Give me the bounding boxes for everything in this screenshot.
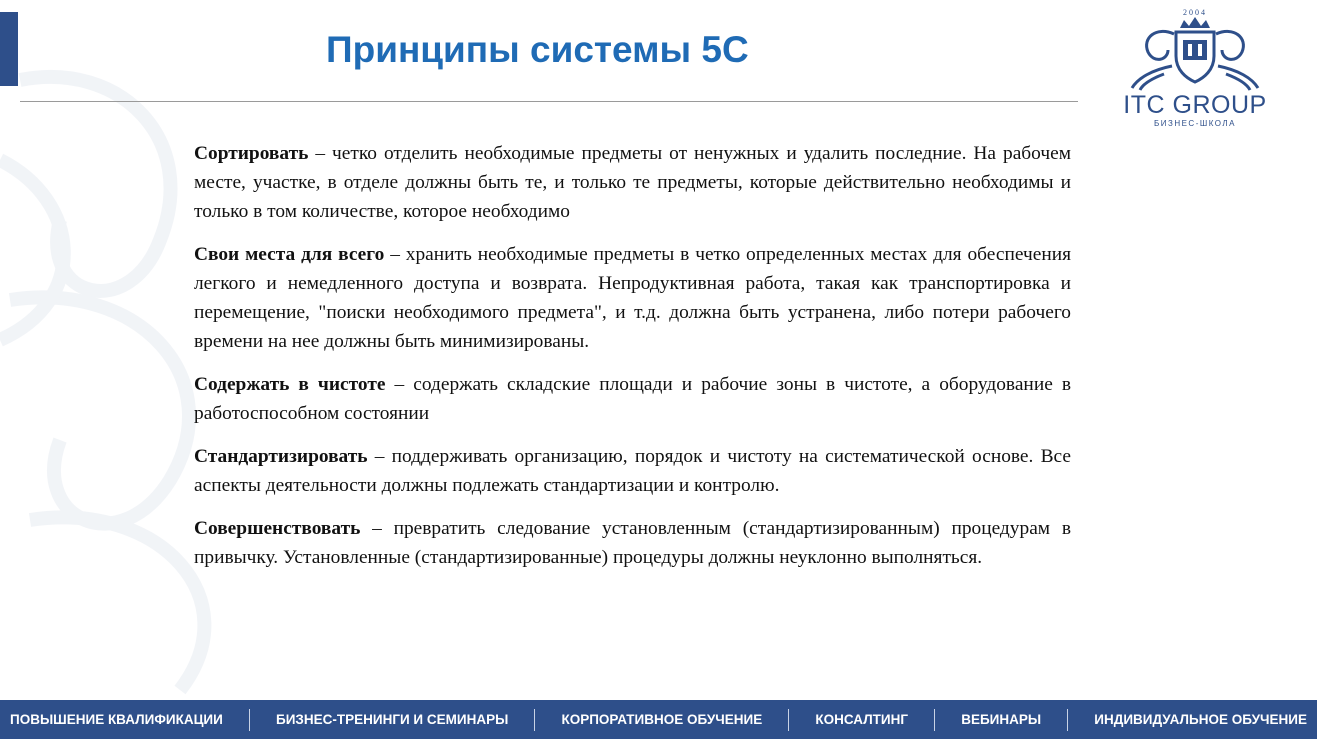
- company-logo: [1100, 4, 1290, 132]
- principle-term: Стандартизировать: [194, 446, 368, 467]
- principle-standardize: [194, 442, 1071, 500]
- principles-list: [194, 139, 1071, 586]
- principle-set-in-order: [194, 240, 1071, 356]
- principle-text: – поддерживать организацию, порядок и чистоту на систематической основе. Все аспекты деятельности должны подлежать стандартизации и контролю.: [194, 446, 1071, 496]
- logo-subtitle: БИЗНЕС-ШКОЛА: [1153, 119, 1236, 128]
- principle-text: – содержать складские площади и рабочие зоны в чистоте, а оборудование в работоспособном состоянии: [194, 374, 1071, 424]
- left-accent-bar: [0, 12, 18, 86]
- title-divider: [20, 101, 1078, 102]
- principle-term: Сортировать: [194, 143, 309, 164]
- principle-sustain: [194, 514, 1071, 572]
- footer-separator: [249, 709, 250, 731]
- logo-name: ITC GROUP: [1123, 91, 1267, 119]
- footer-item-consulting: КОНСАЛТИНГ: [815, 712, 909, 727]
- footer-services-bar: [0, 700, 1317, 739]
- principle-shine: [194, 370, 1071, 428]
- principle-term: Свои места для всего: [194, 244, 385, 265]
- footer-item-individual: ИНДИВИДУАЛЬНОЕ ОБУЧЕНИЕ: [1094, 712, 1307, 727]
- principle-text: – превратить следование установленным (стандартизированным) процедурам в привычку. Установленные (стандартизированные) процедуры должны неуклонно выполняться.: [194, 518, 1071, 568]
- footer-separator: [534, 709, 535, 731]
- footer-item-corporate: КОРПОРАТИВНОЕ ОБУЧЕНИЕ: [561, 712, 763, 727]
- footer-separator: [788, 709, 789, 731]
- principle-text: – хранить необходимые предметы в четко определенных местах для обеспечения легкого и немедленного доступа и возврата. Непродуктивная работа, такая как транспортировка и перемещение, "поиски необходимого предмета", и т.д. должна быть устранена, либо потери рабочего времени на нее должны быть минимизированы.: [194, 244, 1071, 352]
- principle-sort: [194, 139, 1071, 226]
- principle-term: Совершенствовать: [194, 518, 361, 539]
- footer-separator: [934, 709, 935, 731]
- principle-term: Содержать в чистоте: [194, 374, 386, 395]
- footer-item-webinars: ВЕБИНАРЫ: [961, 712, 1042, 727]
- slide-title: Принципы системы 5С: [326, 29, 749, 70]
- footer-item-trainings: БИЗНЕС-ТРЕНИНГИ И СЕМИНАРЫ: [276, 712, 509, 727]
- footer-item-qualification: ПОВЫШЕНИЕ КВАЛИФИКАЦИИ: [10, 712, 223, 727]
- footer-separator: [1067, 709, 1068, 731]
- crest-icon: [1128, 4, 1262, 92]
- principle-text: – четко отделить необходимые предметы от ненужных и удалить последние. На рабочем месте, участке, в отделе должны быть те, и только те предметы, которые действительно необходимы и только в том количестве, которое необходимо: [194, 143, 1071, 222]
- logo-year: 2004: [1183, 8, 1207, 17]
